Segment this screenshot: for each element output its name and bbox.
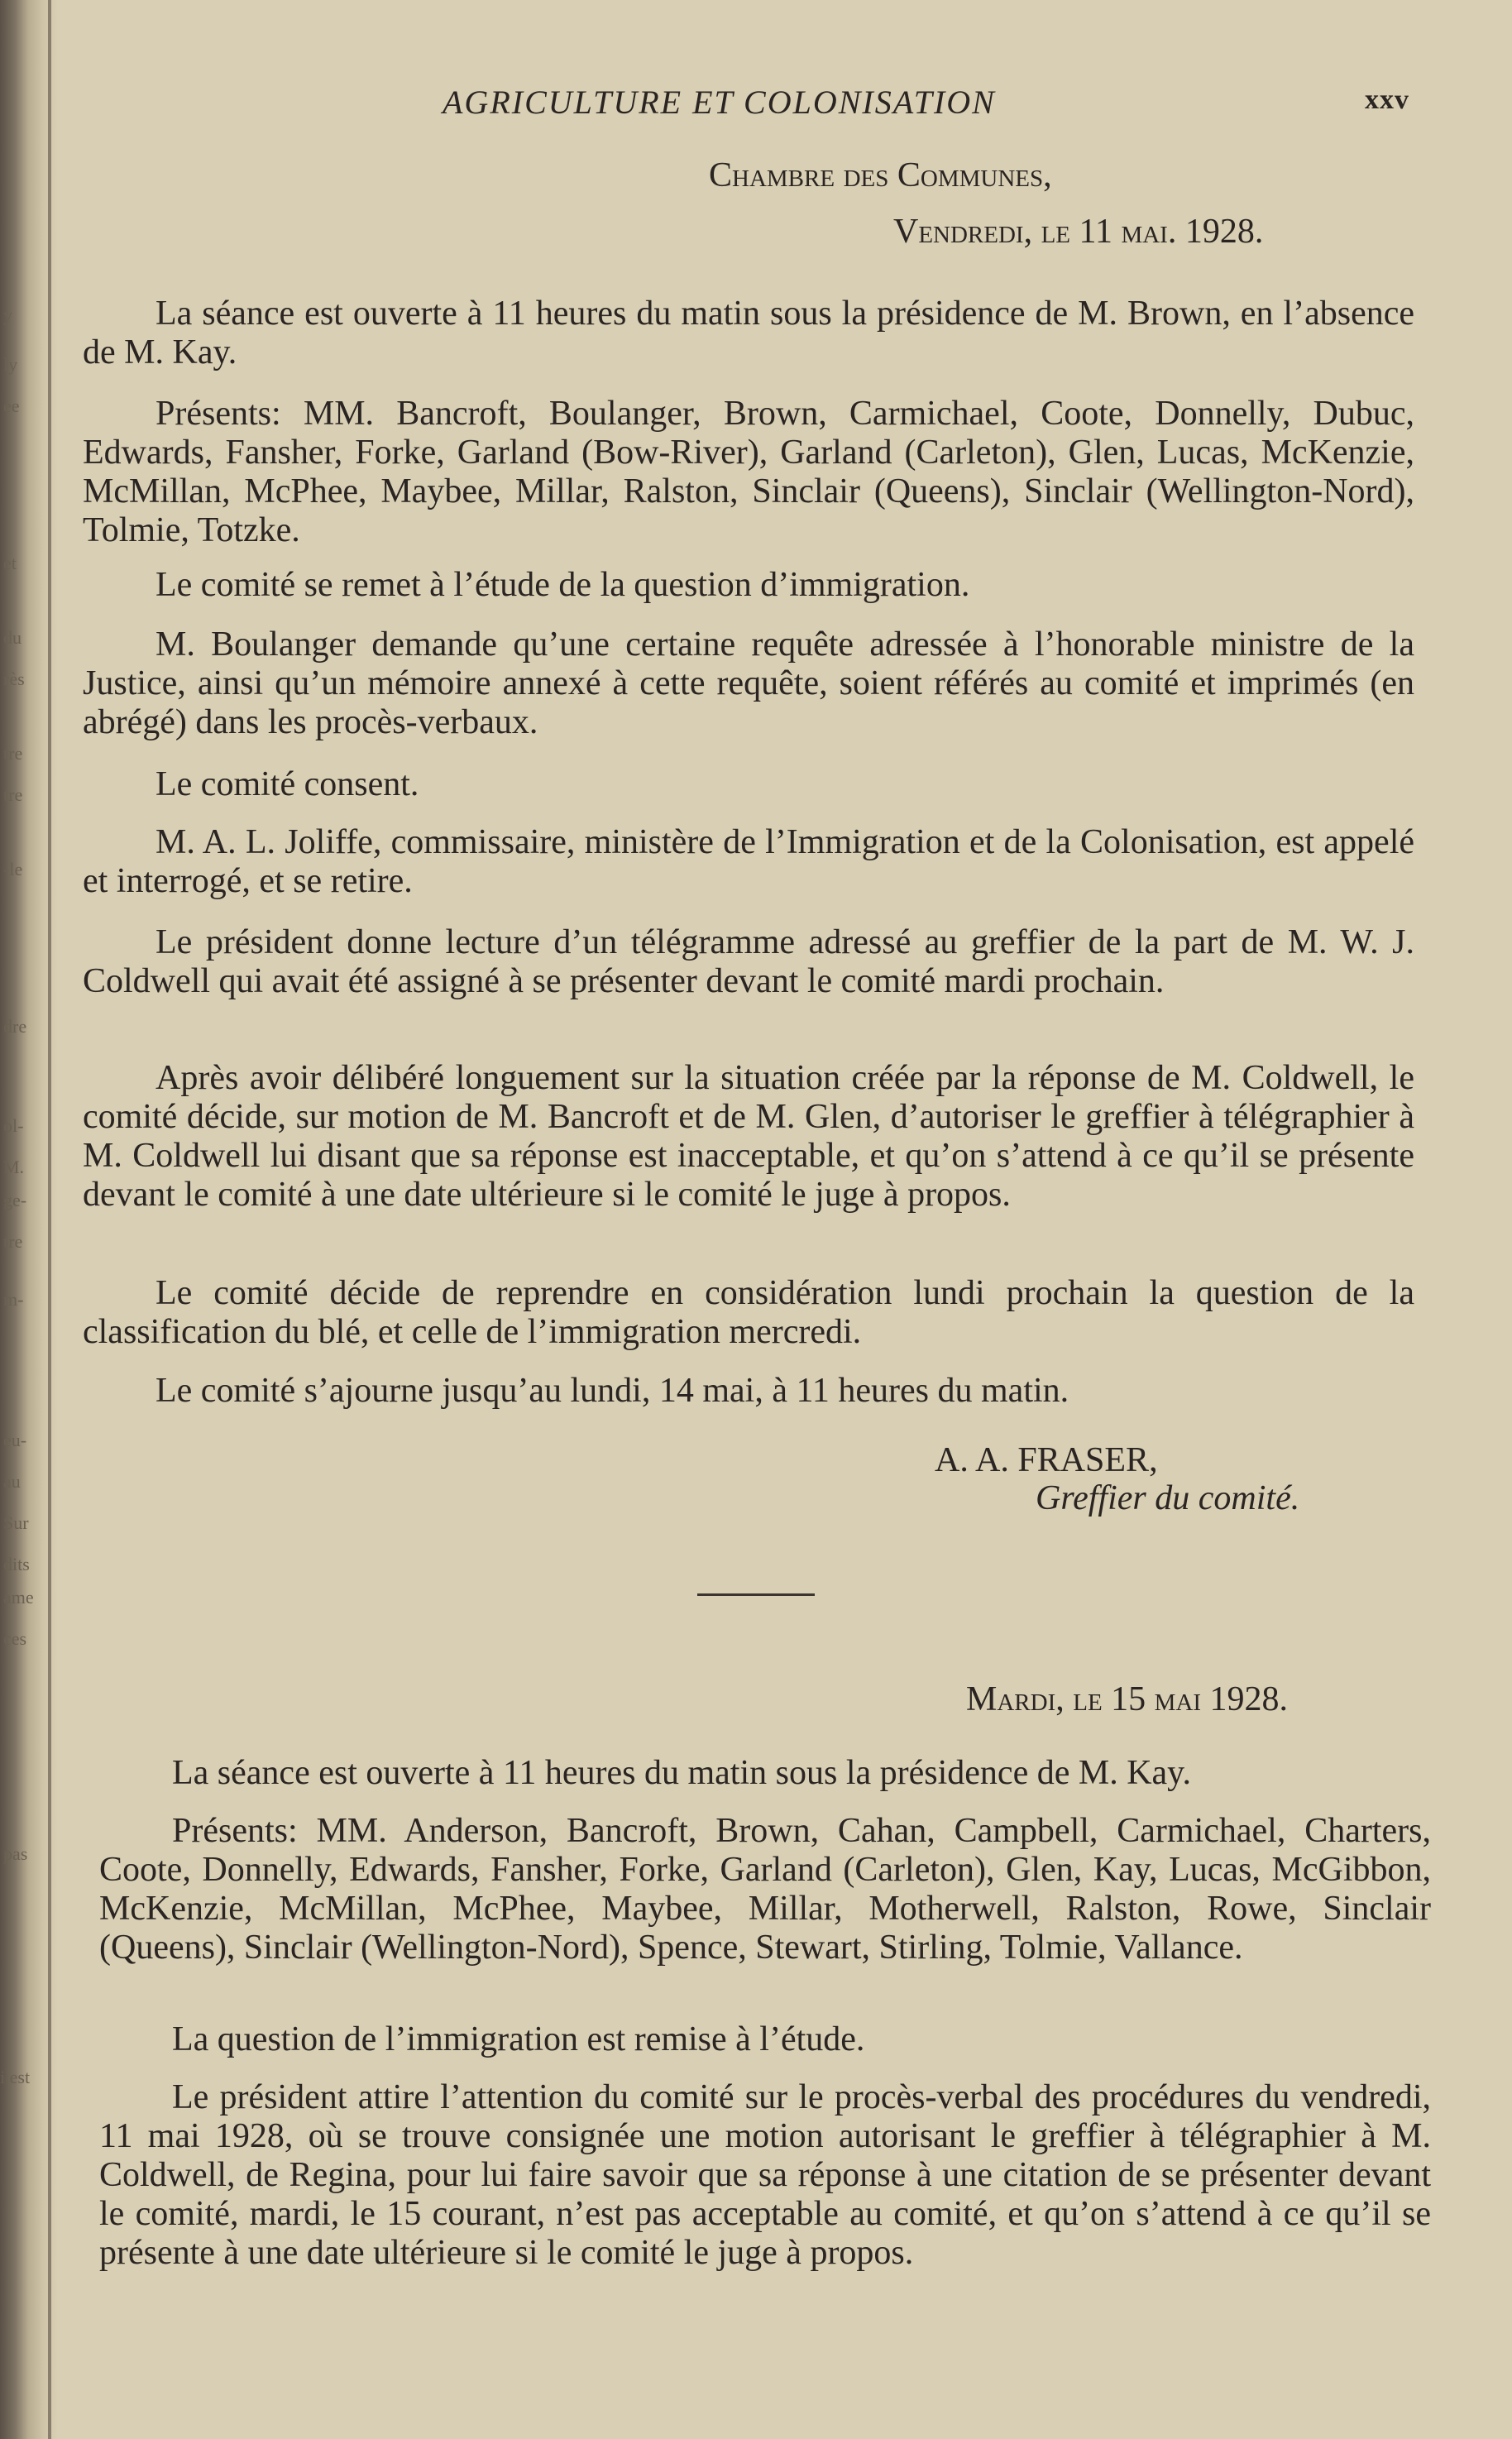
margin-bleed-fragment: m-: [3, 1289, 24, 1310]
session-date: Mardi, le 15 mai 1928.: [966, 1680, 1289, 1718]
margin-bleed-fragment: ee: [3, 395, 20, 416]
page-header: [0, 83, 1512, 124]
margin-bleed-fragment: dre: [3, 1016, 27, 1037]
paragraph: Le comité se remet à l’étude de la question d’immigration.: [156, 566, 970, 604]
margin-bleed-fragment: Sur: [3, 1512, 29, 1533]
margin-bleed-fragment: ame: [3, 1587, 34, 1608]
paragraph: Après avoir délibéré longuement sur la situation créée par la réponse de M. Coldwell, le comité décide, sur motion de M. Bancroft et de M. Glen, d’autoriser le greffier à télégraphier à M. Coldwell lui disant que sa réponse est inacceptable, et qu’on s’attend à ce qu’il se présente devant le comité à une date ultérieure si le comité le juge à propos.: [83, 1059, 1414, 1214]
margin-bleed-fragment: tre: [3, 1231, 23, 1252]
section-divider: [697, 1593, 815, 1596]
margin-bleed-fragment: -le: [3, 859, 23, 879]
margin-bleed-fragment: tre: [3, 743, 23, 764]
paragraph-opening: La séance est ouverte à 11 heures du matin sous la présidence de M. Brown, en l’absence de M. Kay.: [83, 295, 1414, 371]
margin-bleed-fragment: ces: [3, 1628, 27, 1649]
margin-bleed-fragment: ly: [3, 354, 18, 375]
margin-bleed-fragment: eu-: [3, 1430, 27, 1450]
session-date: Vendredi, le 11 mai. 1928.: [893, 213, 1264, 251]
paragraph: M. Boulanger demande qu’une certaine requête adressée à l’honorable ministre de la Justice, ainsi qu’un mémoire annexé à cette requête, soient référés au comité et imprimés (en abrégé) dans les procès-verbaux.: [83, 625, 1414, 741]
paragraph: Le comité décide de reprendre en considération lundi prochain la question de la classification du blé, et celle de l’immigration mercredi.: [83, 1274, 1414, 1351]
paragraph: Le comité consent.: [156, 765, 419, 803]
paragraph: Le président donne lecture d’un télégramme adressé au greffier de la part de M. W. J. Coldwell qui avait été assigné à se présenter devant le comité mardi prochain.: [83, 923, 1414, 1000]
margin-bleed-fragment: pas: [3, 1843, 28, 1864]
margin-bleed-fragment: dits: [3, 1554, 30, 1574]
running-title: AGRICULTURE ET COLONISATION: [443, 84, 996, 121]
paragraph-opening: La séance est ouverte à 11 heures du matin sous la présidence de M. Kay.: [172, 1754, 1191, 1792]
paragraph: La question de l’immigration est remise à l’étude.: [172, 2020, 865, 2058]
margin-bleed-fragment: ge-: [3, 1190, 27, 1210]
margin-bleed-fragment: rès: [3, 668, 25, 689]
margin-bleed-fragment: tre: [3, 784, 23, 805]
page-number: xxv: [1365, 84, 1409, 115]
paragraph-adjournment: Le comité s’ajourne jusqu’au lundi, 14 mai, à 11 heures du matin.: [156, 1372, 1069, 1410]
paragraph: Le président attire l’attention du comité sur le procès-verbal des procédures du vendredi, 11 mai 1928, où se trouve consignée une motion autorisant le greffier à télégraphier à M. Coldwell, de Regina, pour lui faire savoir que sa réponse à une citation de se présenter devant le comité, mardi, le 15 courant, n’est pas acceptable au comité, et qu’on s’attend à ce qu’il se présente à une date ultérieure si le comité le juge à propos.: [99, 2078, 1431, 2272]
paragraph: M. A. L. Joliffe, commissaire, ministère de l’Immigration et de la Colonisation, est appelé et interrogé, et se retire.: [83, 823, 1414, 900]
session-location: Chambre des Communes,: [709, 156, 1052, 194]
margin-bleed-fragment: et: [3, 553, 17, 573]
margin-bleed-fragment: ol-: [3, 1115, 24, 1136]
margin-bleed-fragment: i est: [0, 2067, 31, 2087]
margin-bleed-fragment: y: [3, 304, 12, 325]
signature-title: Greffier du comité.: [1036, 1479, 1300, 1517]
margin-bleed-fragment: M.: [3, 1157, 25, 1177]
signature-name: A. A. FRASER,: [935, 1441, 1158, 1479]
margin-bleed-fragment: au: [3, 1471, 21, 1492]
binding-edge: [48, 0, 51, 2439]
paragraph-attendance: Présents: MM. Anderson, Bancroft, Brown, Cahan, Campbell, Carmichael, Charters, Coote, Donnelly, Edwards, Fansher, Forke, Garland (Carleton), Glen, Kay, Lucas, McGibbon, McKenzie, McMillan, McPhee, Maybee, Millar, Motherwell, Ralston, Rowe, Sinclair (Queens), Sinclair (Wellington-Nord), Spence, Stewart, Stirling, Tolmie, Vallance.: [99, 1812, 1431, 1967]
paragraph-attendance: Présents: MM. Bancroft, Boulanger, Brown, Carmichael, Coote, Donnelly, Dubuc, Edwards, Fansher, Forke, Garland (Bow-River), Garland (Carleton), Glen, Lucas, McKenzie, McMillan, McPhee, Maybee, Millar, Ralston, Sinclair (Queens), Sinclair (Wellington-Nord), Tolmie, Totzke.: [83, 395, 1414, 549]
margin-bleed-fragment: du: [3, 627, 22, 648]
